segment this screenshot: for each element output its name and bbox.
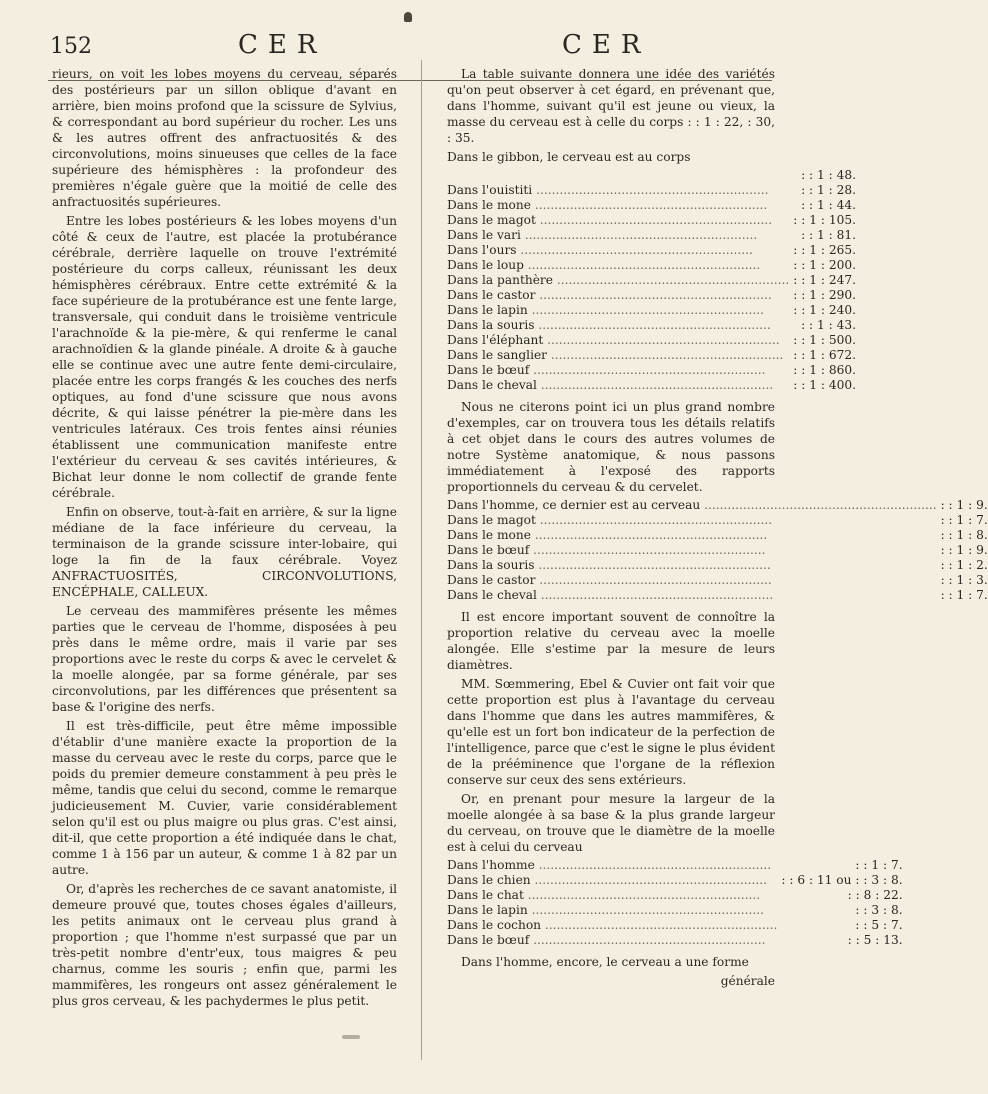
ratio-value: : : 8 : 22. [847,888,903,902]
table-row [447,498,988,513]
page-number: 152 [50,34,92,59]
table-row [447,363,856,378]
brain-body-ratio-table [447,168,856,393]
animal-name: Dans le sanglier ............................................................ [447,348,784,362]
dot-leader: ............................................................ [552,273,790,287]
dot-leader: ............................................................ [700,498,937,512]
animal-name: Dans le bœuf ............................................................ [447,363,766,377]
animal-name: Dans le magot ............................................................ [447,213,773,227]
table-row [447,378,856,393]
ink-smudge [342,1035,360,1039]
table-row [447,543,988,558]
ratio-value: : : 1 : 290. [793,288,857,302]
dot-leader: ............................................................ [523,258,761,272]
dot-leader: ............................................................ [527,303,765,317]
table-row [447,858,903,873]
table-row [447,198,856,213]
ratio-value: : : 1 : 7. [855,858,903,872]
table-row [447,873,903,888]
animal-name: Dans l'homme ............................................................ [447,858,772,872]
table-row [447,258,856,273]
ratio-value: : : 5 : 13. [847,933,903,947]
left-paragraph: Enfin on observe, tout-à-fait en arrière, & sur la ligne médiane de la face inférieure du cerveau, la terminaison de la grande scissure inter-lobaire, qui loge la fin de la faux cérébrale. Voyez ANFRACTUOSITÉS, CIRCONVOLUTIONS, ENCÉPHALE, CALLEUX. [52,505,397,599]
table-row [447,333,856,348]
dot-leader: ............................................................ [534,558,771,572]
table-row [447,573,988,588]
table-row [447,273,856,288]
table-row [447,513,988,528]
animal-name: Dans le bœuf ............................................................ [447,543,766,557]
ratio-value: : : 1 : 240. [793,303,857,317]
ratio-value: : : 1 : 8. [940,528,988,542]
page-header [0,30,800,66]
ratio-value: : : 1 : 265. [793,243,857,257]
dot-leader: ............................................................ [532,183,769,197]
ratio-value: : : 6 : 11 ou : : 3 : 8. [781,873,903,887]
animal-name: Dans le lapin ............................................................ [447,903,765,917]
animal-name: Dans le chat ............................................................ [447,888,761,902]
dot-leader: ............................................................ [536,588,774,602]
dot-leader: ............................................................ [541,918,778,932]
ratio-value: : : 1 : 200. [793,258,857,272]
table-row [447,288,856,303]
dot-leader: ............................................................ [523,888,761,902]
left-paragraph: Entre les lobes postérieurs & les lobes moyens d'un côté & ceux de l'autre, est placée la protubérance cérébrale, derrière laquelle on trouve l'extrémité postérieure du corps calleux, réunissant les deux hémisphères cérébraux. Entre cette extrémité & la face supérieure de la protubérance est une fente large, transversale, qui conduit dans le troisième ventricule l'arachnoïde & la pie-mère, & qui renferme le canal arachnoïdien & la glande pinéale. A droite & à gauche elle se continue avec une autre fente demi-circulaire, placée entre les corps frangés & les couches des nerfs optiques, au fond d'une scissure que nous avons décrite, & qui laisse pénétrer la pie-mère dans les ventricules latéraux. Ces trois fentes ainsi réunies établissent une communication manifeste entre l'extérieur du cerveau & ses cavités intérieures, & Bichat leur donne le nom collectif de grande fente cérébrale. [52,214,397,500]
animal-name: Dans la souris ............................................................ [447,558,771,572]
dot-leader: ............................................................ [535,213,773,227]
animal-name: Dans le castor ............................................................ [447,288,772,302]
table-row [447,168,856,183]
right-intro-paragraph: La table suivante donnera une idée des variétés qu'on peut observer à cet égard, en prévenant que, dans l'homme, suivant qu'il est jeune ou vieux, la masse du cerveau est à celle du corps : : 1 : 22, : 30, : 35. [447,67,775,145]
ratio-value: : : 1 : 105. [793,213,857,227]
animal-name: Dans l'ouistiti ............................................................ [447,183,769,197]
dot-leader: ............................................................ [529,363,766,377]
left-column [52,66,397,1012]
table-row [447,303,856,318]
animal-name: Dans le cheval ............................................................ [447,378,774,392]
left-paragraph: rieurs, on voit les lobes moyens du cerveau, séparés des postérieurs par un sillon oblique d'avant en arrière, bien moins profond que la scissure de Sylvius, & correspondant au bord supérieur du rocher. Les uns & les autres offrent des anfractuosités & des circonvolutions, moins sinueuses que celles de la face supérieure des hémisphères : la profondeur des premières n'égale guère que la moitié de celle des anfractuosités supérieures. [52,67,397,209]
animal-name: Dans le lapin ............................................................ [447,303,765,317]
table-row [447,243,856,258]
right-paragraph: Il est encore important souvent de connoître la proportion relative du cerveau avec la moelle alongée. Elle s'estime par la mesure de leurs diamètres. [447,610,775,672]
ratio-value: : : 1 : 2. [940,558,988,572]
table-row [447,918,903,933]
dot-leader: ............................................................ [530,528,768,542]
table-row [447,903,903,918]
running-head-left: CER [238,30,327,60]
table-row [447,348,856,363]
dot-leader: ............................................................ [535,513,773,527]
animal-name: Dans le mone ............................................................ [447,528,768,542]
printer-ornament [404,12,412,22]
dot-leader: ............................................................ [530,198,768,212]
left-paragraph: Le cerveau des mammifères présente les mêmes parties que le cerveau de l'homme, disposées à peu près dans le même ordre, mais il varie par ses proportions avec le reste du corps & avec le cervelet & la moelle alongée, par sa forme générale, par ses circonvolutions, par les différences que présentent sa base & l'origine des nerfs. [52,604,397,714]
table-row [447,213,856,228]
dot-leader: ............................................................ [520,228,758,242]
right-column [447,66,988,989]
table-row [447,588,988,603]
table1-intro: Dans le gibbon, le cerveau est au corps [447,150,691,164]
table-row [447,318,856,333]
dot-leader: ............................................................ [543,333,780,347]
animal-name: Dans le mone ............................................................ [447,198,768,212]
left-paragraph: Or, d'après les recherches de ce savant anatomiste, il demeure prouvé que, toutes choses égales d'ailleurs, les petits animaux ont le cerveau plus grand à proportion ; que l'homme n'est surpassé que par un très-petit nombre d'entr'eux, tous maigres & peu charnus, comme les souris ; enfin que, parmi les mammifères, les rongeurs ont assez généralement le plus gros cerveau, & les pachydermes le plus petit. [52,882,397,1008]
table-row [447,528,988,543]
ratio-value: : : 1 : 3. [940,573,988,587]
ratio-value: : : 1 : 860. [793,363,857,377]
ratio-value: : : 1 : 7. [940,513,988,527]
animal-name: Dans l'ours ............................................................ [447,243,753,257]
dot-leader: ............................................................ [530,873,767,887]
right-paragraph: Nous ne citerons point ici un plus grand nombre d'exemples, car on trouvera tous les détails relatifs à cet objet dans le cours des autres volumes de notre Système anatomique, & nous passons immédiatement à l'exposé des rapports proportionnels du cerveau & du cervelet. [447,400,775,494]
ratio-value: : : 1 : 28. [801,183,857,197]
ratio-value: : : 1 : 7. [940,588,988,602]
dot-leader: ............................................................ [547,348,784,362]
ratio-value: : : 5 : 7. [855,918,903,932]
animal-name: Dans l'homme, ce dernier est au cerveau ............................................................ [447,498,937,512]
animal-name: Dans le cheval ............................................................ [447,588,774,602]
right-paragraph: MM. Sœmmering, Ebel & Cuvier ont fait voir que cette proportion est plus à l'avantage du cerveau dans l'homme que dans les autres mammifères, & qu'elle est un fort bon indicateur de la perfection de l'intelligence, parce que c'est le signe le plus évident de la prééminence que l'organe de la réflexion conserve sur ceux des sens extérieurs. [447,677,775,787]
ratio-value: : : 1 : 43. [801,318,857,332]
table-row [447,888,903,903]
left-paragraph: Il est très-difficile, peut être même impossible d'établir d'une manière exacte la proportion de la masse du cerveau avec le reste du corps, parce que le poids du premier demeure constamment à peu près le même, tandis que celui du second, comme le remarque judicieusement M. Cuvier, varie considérablement selon qu'il est ou plus maigre ou plus gras. C'est ainsi, dit-il, que cette proportion a été indiquée dans le chat, comme 1 à 156 par un auteur, & comme 1 à 82 par un autre. [52,719,397,877]
ratio-value: : : 1 : 48. [801,168,857,182]
dot-leader: ............................................................ [536,378,774,392]
dot-leader: ............................................................ [529,933,766,947]
table-row [447,183,856,198]
catchword: générale [720,974,775,988]
table-row [447,228,856,243]
table-row [447,933,903,948]
animal-name: Dans le loup ............................................................ [447,258,761,272]
ratio-value: : : 3 : 8. [855,903,903,917]
animal-name: Dans l'éléphant ............................................................ [447,333,780,347]
medulla-ratio-table [447,858,903,948]
animal-name: Dans le bœuf ............................................................ [447,933,766,947]
animal-name: Dans le chien ............................................................ [447,873,767,887]
dot-leader: ............................................................ [534,318,771,332]
dot-leader: ............................................................ [535,573,772,587]
right-paragraph: Or, en prenant pour mesure la largeur de la moelle alongée à sa base & la plus grande largeur du cerveau, on trouve que le diamètre de la moelle est à celui du cerveau [447,792,775,854]
dot-leader: ............................................................ [516,243,753,257]
animal-name: Dans le magot ............................................................ [447,513,773,527]
animal-name: Dans le vari ............................................................ [447,228,758,242]
column-divider [421,60,422,1060]
ratio-value: : : 1 : 81. [801,228,857,242]
dot-leader: ............................................................ [534,858,772,872]
ratio-value: : : 1 : 400. [793,378,857,392]
ratio-value: : : 1 : 672. [793,348,857,362]
running-head-right: CER [562,30,651,60]
ratio-value: : : 1 : 44. [801,198,857,212]
dot-leader: ............................................................ [527,903,765,917]
table-row [447,558,988,573]
dot-leader: ............................................................ [535,288,772,302]
dot-leader: ............................................................ [529,543,766,557]
animal-name: Dans le castor ............................................................ [447,573,772,587]
animal-name: Dans la panthère ............................................................ [447,273,790,287]
animal-name: Dans le cochon ............................................................ [447,918,778,932]
ratio-value: : : 1 : 247. [793,273,857,287]
ratio-value: : : 1 : 9. [940,498,988,512]
right-paragraph: Dans l'homme, encore, le cerveau a une forme [461,955,749,969]
animal-name: Dans la souris ............................................................ [447,318,771,332]
ratio-value: : : 1 : 500. [793,333,857,347]
ratio-value: : : 1 : 9. [940,543,988,557]
cerebellum-ratio-table [447,498,988,603]
